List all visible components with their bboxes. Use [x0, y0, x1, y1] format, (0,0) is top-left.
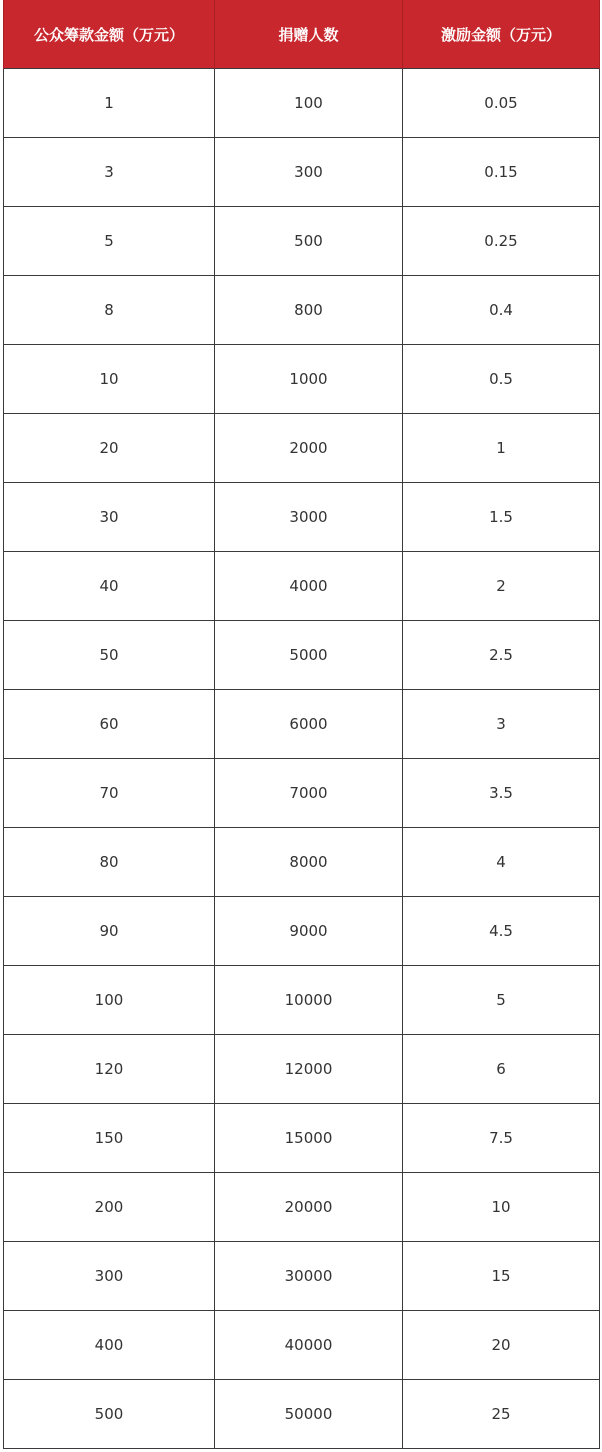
cell-incentive-amount: 0.15: [403, 138, 600, 207]
incentive-table: [3, 0, 600, 1449]
table-row: [4, 828, 600, 897]
table-header: [4, 0, 600, 69]
cell-incentive-amount: 2: [403, 552, 600, 621]
cell-donor-count: 15000: [215, 1104, 403, 1173]
cell-incentive-amount: 7.5: [403, 1104, 600, 1173]
cell-fundraising-amount: 200: [4, 1173, 215, 1242]
header-row: [4, 0, 600, 69]
cell-fundraising-amount: 40: [4, 552, 215, 621]
table-row: [4, 1035, 600, 1104]
table-row: [4, 69, 600, 138]
table-row: [4, 1173, 600, 1242]
cell-incentive-amount: 4.5: [403, 897, 600, 966]
table-row: [4, 207, 600, 276]
header-incentive-amount: 激励金额（万元）: [403, 0, 600, 69]
cell-donor-count: 100: [215, 69, 403, 138]
cell-donor-count: 800: [215, 276, 403, 345]
cell-incentive-amount: 1.5: [403, 483, 600, 552]
cell-donor-count: 1000: [215, 345, 403, 414]
cell-incentive-amount: 2.5: [403, 621, 600, 690]
cell-incentive-amount: 0.25: [403, 207, 600, 276]
cell-incentive-amount: 1: [403, 414, 600, 483]
table-row: [4, 1242, 600, 1311]
cell-donor-count: 40000: [215, 1311, 403, 1380]
table-row: [4, 897, 600, 966]
cell-fundraising-amount: 30: [4, 483, 215, 552]
cell-incentive-amount: 3: [403, 690, 600, 759]
cell-fundraising-amount: 300: [4, 1242, 215, 1311]
cell-donor-count: 50000: [215, 1380, 403, 1449]
cell-incentive-amount: 0.05: [403, 69, 600, 138]
cell-donor-count: 20000: [215, 1173, 403, 1242]
cell-fundraising-amount: 1: [4, 69, 215, 138]
cell-incentive-amount: 5: [403, 966, 600, 1035]
cell-donor-count: 3000: [215, 483, 403, 552]
cell-donor-count: 10000: [215, 966, 403, 1035]
cell-donor-count: 5000: [215, 621, 403, 690]
table-row: [4, 414, 600, 483]
cell-donor-count: 12000: [215, 1035, 403, 1104]
table-row: [4, 621, 600, 690]
cell-fundraising-amount: 10: [4, 345, 215, 414]
cell-donor-count: 8000: [215, 828, 403, 897]
cell-fundraising-amount: 5: [4, 207, 215, 276]
table-row: [4, 1380, 600, 1449]
cell-donor-count: 300: [215, 138, 403, 207]
table-row: [4, 759, 600, 828]
table-row: [4, 966, 600, 1035]
header-donor-count: 捐赠人数: [215, 0, 403, 69]
cell-incentive-amount: 15: [403, 1242, 600, 1311]
cell-fundraising-amount: 150: [4, 1104, 215, 1173]
incentive-table-container: [3, 0, 599, 1449]
cell-incentive-amount: 25: [403, 1380, 600, 1449]
cell-incentive-amount: 4: [403, 828, 600, 897]
cell-incentive-amount: 0.5: [403, 345, 600, 414]
cell-incentive-amount: 0.4: [403, 276, 600, 345]
cell-fundraising-amount: 120: [4, 1035, 215, 1104]
table-row: [4, 345, 600, 414]
cell-fundraising-amount: 3: [4, 138, 215, 207]
table-row: [4, 483, 600, 552]
cell-fundraising-amount: 8: [4, 276, 215, 345]
table-row: [4, 138, 600, 207]
cell-fundraising-amount: 100: [4, 966, 215, 1035]
cell-fundraising-amount: 50: [4, 621, 215, 690]
cell-fundraising-amount: 90: [4, 897, 215, 966]
cell-donor-count: 4000: [215, 552, 403, 621]
table-row: [4, 690, 600, 759]
cell-donor-count: 500: [215, 207, 403, 276]
table-row: [4, 1311, 600, 1380]
cell-incentive-amount: 6: [403, 1035, 600, 1104]
cell-donor-count: 6000: [215, 690, 403, 759]
cell-donor-count: 7000: [215, 759, 403, 828]
table-row: [4, 552, 600, 621]
table-row: [4, 276, 600, 345]
cell-fundraising-amount: 500: [4, 1380, 215, 1449]
table-body: [4, 69, 600, 1449]
cell-donor-count: 9000: [215, 897, 403, 966]
cell-donor-count: 30000: [215, 1242, 403, 1311]
cell-fundraising-amount: 400: [4, 1311, 215, 1380]
cell-fundraising-amount: 80: [4, 828, 215, 897]
header-fundraising-amount: 公众筹款金额（万元）: [4, 0, 215, 69]
cell-incentive-amount: 10: [403, 1173, 600, 1242]
cell-fundraising-amount: 20: [4, 414, 215, 483]
cell-fundraising-amount: 60: [4, 690, 215, 759]
cell-fundraising-amount: 70: [4, 759, 215, 828]
cell-donor-count: 2000: [215, 414, 403, 483]
cell-incentive-amount: 20: [403, 1311, 600, 1380]
cell-incentive-amount: 3.5: [403, 759, 600, 828]
table-row: [4, 1104, 600, 1173]
